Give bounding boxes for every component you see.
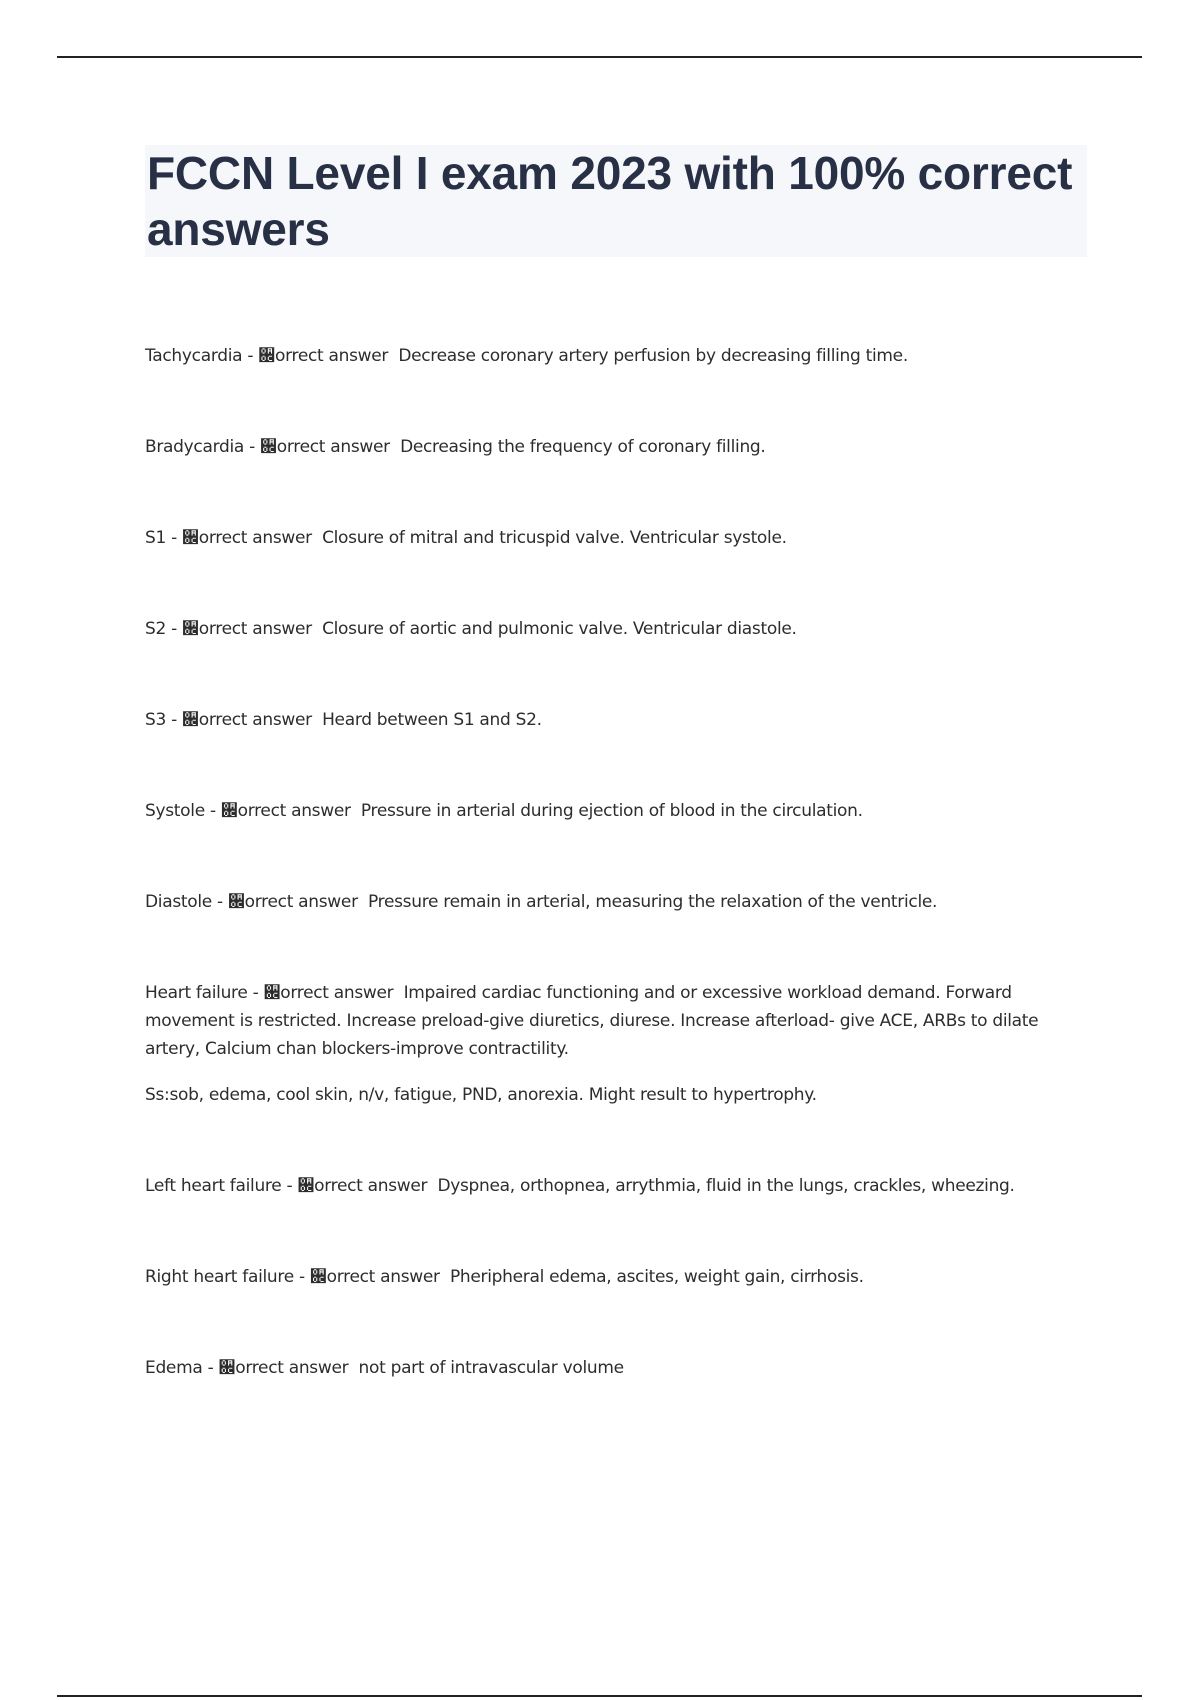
entry-term: Right heart failure - ਌orrect answer bbox=[145, 1267, 450, 1287]
qa-entry bbox=[145, 979, 1085, 1063]
entry-term: S1 - ਌orrect answer bbox=[145, 528, 322, 548]
entry-term: Bradycardia - ਌orrect answer bbox=[145, 437, 400, 457]
bottom-rule bbox=[57, 1695, 1142, 1697]
qa-entry bbox=[145, 524, 1085, 552]
qa-list bbox=[145, 342, 1085, 1382]
qa-entry bbox=[145, 433, 1085, 461]
entry-answer: Closure of aortic and pulmonic valve. Ventricular diastole. bbox=[322, 619, 797, 639]
entry-answer: Decrease coronary artery perfusion by decreasing filling time. bbox=[398, 346, 908, 366]
qa-entry bbox=[145, 888, 1085, 916]
entry-term: S3 - ਌orrect answer bbox=[145, 710, 322, 730]
document-title: FCCN Level I exam 2023 with 100% correct answers bbox=[147, 147, 1073, 255]
entry-term: Diastole - ਌orrect answer bbox=[145, 892, 368, 912]
qa-entry bbox=[145, 706, 1085, 734]
entry-term: Edema - ਌orrect answer bbox=[145, 1358, 359, 1378]
entry-answer: Impaired cardiac functioning and or excessive workload demand. Forward movement is restricted. Increase preload-give diuretics, diurese. Increase afterload- give ACE, ARBs to dilate artery, Calcium chan blockers-improve contractility. bbox=[145, 983, 1039, 1059]
qa-entry bbox=[145, 1263, 1085, 1291]
entry-answer: Pheripheral edema, ascites, weight gain, cirrhosis. bbox=[449, 1267, 864, 1287]
entry-term: Left heart failure - ਌orrect answer bbox=[145, 1176, 437, 1196]
qa-entry bbox=[145, 1172, 1085, 1200]
entry-term: Tachycardia - ਌orrect answer bbox=[145, 346, 398, 366]
title-block bbox=[145, 145, 1087, 257]
entry-term: Systole - ਌orrect answer bbox=[145, 801, 361, 821]
entry-answer: Closure of mitral and tricuspid valve. Ventricular systole. bbox=[322, 528, 787, 548]
entry-answer: Heard between S1 and S2. bbox=[322, 710, 542, 730]
qa-entry bbox=[145, 342, 1085, 370]
entry-answer: not part of intravascular volume bbox=[358, 1358, 624, 1378]
qa-entry bbox=[145, 797, 1085, 825]
entry-extra-note: Ss:sob, edema, cool skin, n/v, fatigue, PND, anorexia. Might result to hypertrophy. bbox=[145, 1085, 817, 1105]
qa-entry bbox=[145, 1354, 1085, 1382]
top-rule bbox=[57, 56, 1142, 58]
entry-answer: Pressure in arterial during ejection of blood in the circulation. bbox=[360, 801, 863, 821]
entry-term: Heart failure - ਌orrect answer bbox=[145, 983, 404, 1003]
entry-answer: Decreasing the frequency of coronary filling. bbox=[400, 437, 766, 457]
qa-entry bbox=[145, 615, 1085, 643]
entry-term: S2 - ਌orrect answer bbox=[145, 619, 322, 639]
entry-answer: Dyspnea, orthopnea, arrythmia, fluid in the lungs, crackles, wheezing. bbox=[437, 1176, 1015, 1196]
entry-answer: Pressure remain in arterial, measuring the relaxation of the ventricle. bbox=[367, 892, 938, 912]
